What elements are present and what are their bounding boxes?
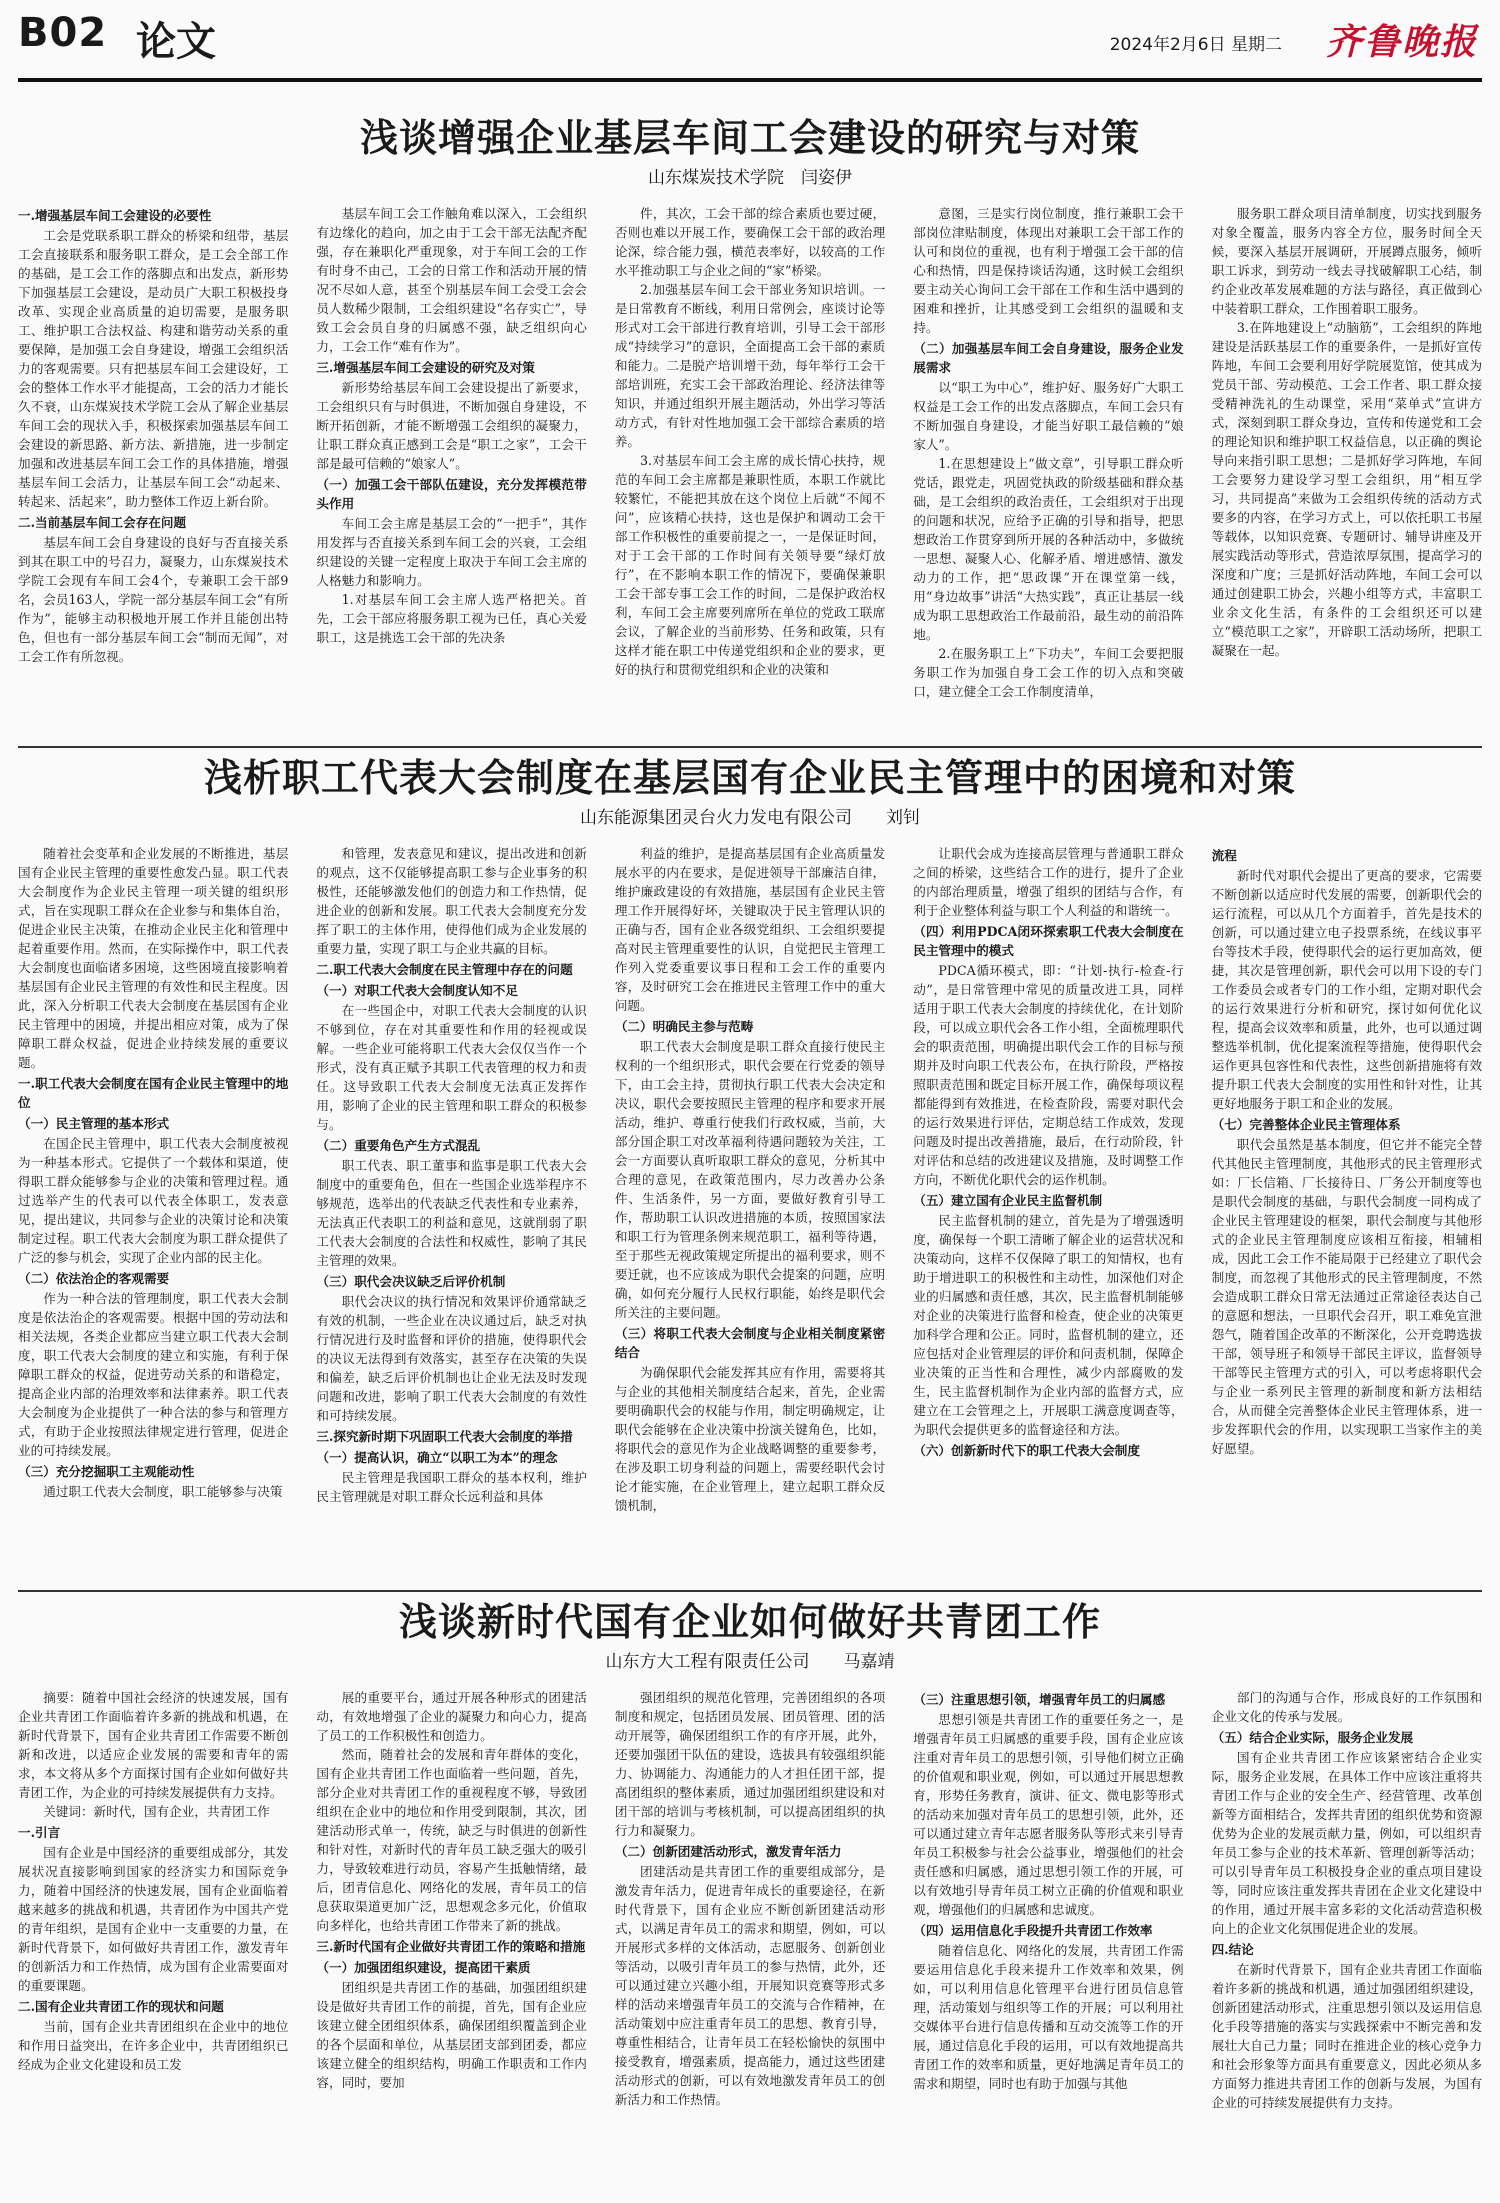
article-body [18, 844, 1482, 1626]
paragraph: 作为一种合法的管理制度，职工代表大会制度是依法治企的客观需要。根据中国的劳动法和相关法规，各类企业都应当建立职工代表大会制度，职工代表大会制度的建立和实施，有利于保障职工群众的权益，促进劳动关系的和谐稳定，提高企业内部的治理效率和法律素养。职工代表大会制度为企业提供了一种合法的参与和管理方式，有助于企业按照法律规定进行管理，促进企业的可持续发展。 [18, 1291, 289, 1458]
subheading: （四）运用信息化手段提升共青团工作效率 [913, 1923, 1153, 1938]
paragraph: 2.加强基层车间工会干部业务知识培训。一是日常教育不断线，利用日常例会，座谈讨论等形式对工会干部进行教育培训，引导工会干部形成“持续学习”的意识，全面提高工会干部的素质和能力。二是脱产培训增干劲，每年举行工会干部培训班，充实工会干部政治理论、经济法律等知识，并通过组织开展主题活动，外出学习等活动方式，有针对性地加强工会干部综合素质的培养。 [614, 282, 886, 449]
subheading: 三.增强基层车间工会建设的研究及对策 [316, 360, 535, 375]
text-column [316, 844, 586, 1626]
subheading: 三.新时代国有企业做好共青团工作的策略和措施 [316, 1939, 586, 1954]
text-column [913, 1688, 1183, 2196]
subheading: （三）充分挖掘职工主观能动性 [18, 1464, 195, 1479]
text-column [615, 1688, 885, 2196]
paragraph: 1.对基层车间工会主席人选严格把关。首先，工会干部应将服务职工视为已任，真心关爱职工，这是挑选工会干部的先决条 [316, 592, 587, 645]
paragraph: 3.对基层车间工会主席的成长情心扶持，规范的车间工会主席都是兼职性质，本职工作就比较繁忙，不能把其放在这个岗位上后就“不闻不问”，应该精心扶持，这也是保护和调动工会干部工作积极性的重要前提之一，一是保证时间，对于工会干部的工作时间有关领导要“绿灯放行”，在不影响本职工作的情况下，要确保兼职工会干部专事工会工作的时间，二是保护政治权利，车间工会主席要列席所在单位的党政工联席会议，了解企业的当前形势、任务和政策，只有这样才能在职工中传递党组织和企业的要求，更好的执行和贯彻党组织和企业的决策和 [614, 453, 886, 677]
subheading: 一.引言 [18, 1825, 61, 1840]
article-body [18, 204, 1482, 736]
paragraph: 团建活动是共青团工作的重要组成部分，是激发青年活力，促进青年成长的重要途径，在新时代背景下，国有企业应不断创新团建活动形式，以满足青年员工的需求和期望，例如，可以开展形式多样的文体活动，志愿服务、创新创业等活动，以吸引青年员工的参与热情，此外，还可以通过建立兴趣小组，开展知识竞赛等形式多样的活动来增强青年员工的交流与合作精神，在活动策划中应注重青年员工的思想、教育引导，尊重性相结合，让青年员工在轻松愉快的氛围中接受教育，增强素质，提高能力，通过这些团建活动形式的创新，可以有效地激发青年员工的创新活力和工作热情。 [614, 1864, 886, 2107]
paragraph: 基层车间工会自身建设的良好与否直接关系到其在职工中的号召力，凝聚力，山东煤炭技术学院工会现有车间工会4个，专兼职工会干部9名，会员163人，学院一部分基层车间工会“有所作为”，能够主动积极地开展工作并且能创出特色，但也有一部分基层车间工会“制而无闻”，对工会工作有所忽视。 [18, 535, 289, 664]
subheading: 流程 [1211, 848, 1237, 863]
text-column [615, 204, 885, 736]
article-byline: 山东煤炭技术学院 闫姿伊 [648, 168, 852, 188]
text-column [18, 204, 288, 736]
subheading: 四.结论 [1211, 1942, 1254, 1957]
paragraph: 意图，三是实行岗位制度，推行兼职工会干部岗位津贴制度，体现出对兼职工会干部工作的认可和岗位的重视，也有利于增强工会干部的信心和热情，四是保持谈话沟通，这时候工会组织要主动关心询问工会干部在工作和生活中遇到的困难和挫折，让其感受到工会组织的温暖和支持。 [913, 206, 1184, 335]
paragraph: 服务职工群众项目清单制度，切实找到服务对象全覆盖，服务内容全方位，服务时间全天候，要深入基层开展调研，开展蹲点服务，倾听职工诉求，到劳动一线去寻找破解职工心结，制约企业改革发展难题的方法与路径，真正做到心中装着职工群众，工作围着职工服务。 [1211, 206, 1483, 316]
text-column [18, 1688, 288, 2196]
article-2 [18, 752, 1482, 1626]
paragraph: 职工代表大会制度是职工群众直接行使民主权利的一个组织形式，职代会要在行党委的领导下，由工会主持，贯彻执行职工代表大会决定和决议，职代会要按照民主管理的程序和要求开展活动，维护、尊重行使我们行政权威，当前，大部分国企职工对改革福利待遇问题较为关注，工会一方面要认真听取职工群众的意见，分析其中合理的意见，在政策范围内，尽力改善办公条件、生活条件，另一方面，要做好教育引导工作，帮助职工认识改进措施的本质，按照国家法和职工行为管理条例来规范职工，福利等待遇，至于那些无视政策规定所提出的福利要求，则不要迁就，也不应该成为职代会提案的问题，应明确，如何充分履行人民权行职能，始终是职代会所关注的主要问题。 [614, 1039, 886, 1320]
paragraph: 部门的沟通与合作，形成良好的工作氛围和企业文化的传承与发展。 [1211, 1690, 1483, 1724]
subheading: （五）建立国有企业民主监督机制 [913, 1193, 1103, 1208]
paragraph: 民主管理是我国职工群众的基本权利，维护民主管理就是对职工群众长远利益和具体 [316, 1470, 587, 1504]
subheading: （一）提高认识，确立“以职工为本”的理念 [316, 1450, 558, 1465]
text-column [18, 844, 288, 1626]
paragraph: 新时代对职代会提出了更高的要求，它需要不断创新以适应时代发展的需要，创新职代会的运行流程，可以从几个方面着手，首先是技术的创新，可以通过建立电子投票系统，在线议事平台等技术手段，使得职代会的运行更加高效，便捷，其次是管理创新，职代会可以用下设的专门工作委员会或者专门的工作小组，定期对职代会的运行效果进行分析和研究，探讨如何优化议程，提高会议效率和质量，此外，也可以通过调整选举机制，优化提案流程等措施，使得职代会运作更具包容性和代表性，这些创新措施将有效提升职工代表大会制度的实用性和针对性，让其更好地服务于职工和企业的发展。 [1211, 868, 1483, 1111]
paragraph: 2.在服务职工上“下功夫”，车间工会要把服务职工作为加强自身工会工作的切入点和突破口，建立健全工会工作制度清单， [913, 646, 1184, 699]
article-title: 浅谈增强企业基层车间工会建设的研究与对策 [359, 115, 1140, 160]
subheading: （二）明确民主参与范畴 [614, 1019, 754, 1034]
section-divider [18, 746, 1482, 748]
paragraph: 车间工会主席是基层工会的“一把手”，其作用发挥与否直接关系到车间工会的兴衰，工会组织建设的关键一定程度上取决于车间工会主席的人格魅力和影响力。 [316, 516, 587, 588]
subheading: （二）创新团建活动形式，激发青年活力 [614, 1844, 842, 1859]
paragraph: 随着社会变革和企业发展的不断推进，基层国有企业民主管理的重要性愈发凸显。职工代表大会制度作为企业民主管理一项关键的组织形式，旨在实现职工群众在企业参与和集体自治，促进企业民主决策，在推动企业民主化和管理中起着重要作用。然而，在实际操作中，职工代表大会制度也面临诸多困境，这些困境直接影响着基层国有企业民主管理的有效性和民主程度。因此，深入分析职工代表大会制度在基层国有企业民主管理中的困境，并提出相应对策，成为了保障职工群众权益，促进企业持续发展的重要议题。 [18, 846, 289, 1070]
subheading: 二.当前基层车间工会存在问题 [18, 515, 187, 530]
paragraph: 然而，随着社会的发展和青年群体的变化，国有企业共青团工作也面临着一些问题，首先，部分企业对共青团工作的重视程度不够，导致团组织在企业中的地位和作用受到限制，其次，团建活动形式单一，传统，缺乏与时俱进的创新性和针对性，对新时代的青年员工缺乏强大的吸引力，导致较难进行动员，容易产生抵触情绪，最后，团青信息化、网络化的发展，青年员工的信息获取渠道更加广泛，思想观念多元化，价值取向多样化，也给共青团工作带来了新的挑战。 [316, 1747, 587, 1933]
text-column [316, 204, 586, 736]
paragraph: 国有企业共青团工作应该紧密结合企业实际，服务企业发展，在具体工作中应该注重将共青团工作与企业的安全生产、经营管理、改革创新等方面相结合，发挥共青团的组织优势和资源优势为企业的发展贡献力量，例如，可以组织青年员工参与企业的技术革新、管理创新等活动；可以引导青年员工积极投身企业的重点项目建设等，同时应该注重发挥共青团在企业文化建设中的作用，通过开展丰富多彩的文化活动营造积极向上的企业文化氛围促进企业的发展。 [1211, 1750, 1483, 1936]
subheading: （一）民主管理的基本形式 [18, 1116, 170, 1131]
text-column [615, 844, 885, 1626]
paragraph: 职代会决议的执行情况和效果评价通常缺乏有效的机制，一些企业在决议通过后，缺乏对执行情况进行及时监督和评价的措施，使得职代会的决议无法得到有效落实，甚至存在决策的失误和偏差，缺乏后评价机制也让企业无法及时发现问题和改进，影响了职工代表大会制度的有效性和可持续发展。 [316, 1294, 587, 1423]
text-column [913, 204, 1183, 736]
paragraph: 在新时代背景下，国有企业共青团工作面临着许多新的挑战和机遇，通过加强团组织建设，创新团建活动形式，注重思想引领以及运用信息化手段等措施的落实与实践探索中不断完善和发展壮大自己力量；同时在推进企业的核心竞争力和社会形象等方面具有重要意义，因此必须从多方面努力推进共青团工作的创新与发展，为国有企业的可持续发展提供有力支持。 [1211, 1962, 1483, 2110]
paragraph: 为确保职代会能发挥其应有作用，需要将其与企业的其他相关制度结合起来，首先，企业需要明确职代会的权能与作用，制定明确规定，让职代会能够在企业决策中扮演关键角色，比如，将职代会的意见作为企业战略调整的重要参考，在涉及职工切身利益的问题上，需要经职代会讨论才能实施，在企业管理上，建立起职工群众反馈机制， [614, 1365, 886, 1513]
section-name: 论文 [136, 18, 216, 65]
article-body [18, 1688, 1482, 2196]
paragraph: 民主监督机制的建立，首先是为了增强透明度，确保每一个职工清晰了解企业的运营状况和决策动向，这样不仅保障了职工的知情权，也有助于增进职工的积极性和主动性，加深他们对企业的归属感和责任感，其次，民主监督机制能够对企业的决策进行监督和检查，使企业的决策更加科学合理和公正。同时，监督机制的建立，还应包括对企业管理层的评价和问责机制，保障企业决策的正当性和合理性，减少内部腐败的发生，民主监督机制作为企业内部的监督方式，应建立在工会管理之上，开展职工满意度调查等，为职代会提供更多的监督途径和方法。 [913, 1213, 1184, 1437]
paragraph: 件，其次，工会干部的综合素质也要过硬，否则也难以开展工作，要确保工会干部的政治理论深，综合能力强，横范表率好，以较高的工作水平推动职工与企业之间的“家”桥梁。 [614, 206, 886, 278]
paragraph: 工会是党联系职工群众的桥梁和纽带，基层工会直接联系和服务职工群众，是工会全部工作的基础，是工会工作的落脚点和出发点，新形势下加强基层工会建设，是动员广大职工积极投身改革、实现企业高质量的迫切需要，是服务职工、维护职工合法权益、构建和谐劳动关系的重要保障，是加强工会自身建设，增强工会组织活力的客观需要。只有把基层车间工会建设好，工会的整体工作水平才能提高，工会的活力才能长久不衰，山东煤炭技术学院工会从了解企业基层车间工会的现状入手，积极探索加强基层车间工会建设的新思路、新方法、新措施，进一步制定加强和改进基层车间工会工作的具体措施，增强基层车间工会活力，让基层车间工会“动起来、转起来、活起来”，助力整体工作迈上新台阶。 [18, 228, 289, 509]
text-column [1212, 1688, 1482, 2196]
subheading: 三.探究新时期下巩固职工代表大会制度的举措 [316, 1429, 573, 1444]
subheading: （五）结合企业实际，服务企业发展 [1211, 1730, 1414, 1745]
paragraph: 强团组织的规范化管理，完善团组织的各项制度和规定，包括团员发展、团员管理、团的活动开展等，确保团组织工作的有序开展，此外，还要加强团干队伍的建设，选拔具有较强组织能力、协调能力、沟通能力的人才担任团干部，提高团组织的整体素质，通过加强团组织建设和对团干部的培训与考核机制，可以提高团组织的执行力和凝聚力。 [614, 1690, 886, 1838]
section-divider [18, 1590, 1482, 1592]
paragraph: 随着信息化、网络化的发展，共青团工作需要运用信息化手段来提升工作效率和效果，例如，可以利用信息化管理平台进行团员信息管理，活动策划与组织等工作的开展；可以利用社交媒体平台进行信息传播和互动交流等工作的开展，通过信息化手段的运用，可以有效地提高共青团工作的效率和质量，更好地满足青年员工的需求和期望，同时也有助于加强与其他 [913, 1943, 1184, 2091]
article-3 [18, 1596, 1482, 2196]
subheading: （六）创新新时代下的职工代表大会制度 [913, 1443, 1140, 1458]
paragraph: 基层车间工会工作触角难以深入，工会组织有边缘化的趋向，加之由于工会干部无法配齐配强，存在兼职化严重现象，对于车间工会的工作有时身不由己，工会的日常工作和活动开展的情况不尽如人意，甚至个别基层车间工会受工会会员人数稀少限制，工会组织建设“名存实亡”，导致工会会员自身的归属感不强，缺乏组织向心力，工会工作“难有作为”。 [316, 206, 587, 354]
subheading: 一.职工代表大会制度在国有企业民主管理中的地位 [18, 1076, 289, 1110]
article-byline: 山东方大工程有限责任公司 马嘉靖 [605, 1652, 895, 1672]
article-1 [18, 112, 1482, 736]
subheading: （一）对职工代表大会制度认知不足 [316, 983, 518, 998]
article-title: 浅谈新时代国有企业如何做好共青团工作 [398, 1599, 1101, 1644]
paragraph: 以“职工为中心”，维护好、服务好广大职工权益是工会工作的出发点落脚点，车间工会只有不断加强自身建设，才能当好职工最信赖的“娘家人”。 [913, 380, 1184, 452]
paragraph: 新形势给基层车间工会建设提出了新要求，工会组织只有与时俱进，不断加强自身建设，不断开拓创新，才能不断增强工会组织的凝聚力，让职工群众真正感到工会是“职工之家”，工会干部是最可信赖的“娘家人”。 [316, 380, 587, 471]
subheading: （一）加强工会干部队伍建设，充分发挥模范带头作用 [316, 477, 587, 511]
issue-date: 2024年2月6日 星期二 [1109, 35, 1282, 55]
text-column [913, 844, 1183, 1626]
paragraph: 通过职工代表大会制度，职工能够参与决策 [43, 1484, 283, 1499]
paragraph: 职代会虽然是基本制度，但它并不能完全替代其他民主管理制度，其他形式的民主管理形式如：厂长信箱、厂长接待日、厂务公开制度等也是职代会制度的基础，与职代会制度一同构成了企业民主管理建设的框架，职代会制度与其他形式的企业民主管理制度应该相互衔接，相辅相成，因此工会工作不能局限于已经建立了职代会制度，而忽视了其他形式的民主管理制度，不然会造成职工群众日常无法通过正常途径表达自己的意愿和想法，一旦职代会召开，职工难免宣泄怨气，随着国企改革的不断深化，公开竞聘选拔干部，领导班子和领导干部民主评议，监督领导干部等民主管理方式的引入，可以考虑将职代会与企业一系列民主管理的新制度和新方法相结合，从而健全完善整体企业民主管理体系，进一步发挥职代会的作用，以实现职工当家作主的美好愿望。 [1211, 1137, 1483, 1456]
masthead [18, 0, 1482, 82]
subheading: 一.增强基层车间工会建设的必要性 [18, 208, 212, 223]
paragraph: PDCA循环模式，即：“计划-执行-检查-行动”，是日常管理中常见的质量改进工具，同样适用于职工代表大会制度的持续优化，在计划阶段，可以成立职代会各工作小组，全面梳理职代会的职责范围，明确提出职代会工作的目标与预期并及时向职工代表公布，在执行阶段，严格按照职责范围和既定目标开展工作，确保每项议程都能得到有效推进，在检查阶段，需要对职代会的运行效果进行评估，定期总结工作成效，发现问题及时提出改善措施，最后，在行动阶段，针对评估和总结的改进建议及措施，及时调整工作方向，不断优化职代会的运作机制。 [913, 963, 1184, 1187]
subheading: （三）职代会决议缺乏后评价机制 [316, 1274, 506, 1289]
newspaper-logo: 齐鲁晚报 [1325, 21, 1478, 63]
paragraph: 职工代表、职工董事和监事是职工代表大会制度中的重要角色，但在一些国企业选举程序不够规范，选举出的代表缺乏代表性和专业素养，无法真正代表职工的利益和意见，这就削弱了职工代表大会制度的合法性和权威性，影响了其民主管理的效果。 [316, 1158, 587, 1268]
subheading: 二.国有企业共青团工作的现状和问题 [18, 1999, 224, 2014]
subheading: （三）将职工代表大会制度与企业相关制度紧密结合 [614, 1326, 886, 1360]
paragraph: 让职代会成为连接高层管理与普通职工群众之间的桥梁，这些结合工作的进行，提升了企业的内部治理质量，增强了组织的团结与合作，有利于企业整体利益与职工个人利益的和谐统一。 [913, 846, 1184, 918]
paragraph: 国有企业是中国经济的重要组成部分，其发展状况直接影响到国家的经济实力和国际竞争力，随着中国经济的快速发展，国有企业面临着越来越多的挑战和机遇，共青团作为中国共产党的青年组织，是国有企业中一支重要的力量，在新时代背景下，如何做好共青团工作，激发青年的创新活力和工作热情，成为国有企业需要面对的重要课题。 [18, 1845, 289, 1993]
paragraph: 关键词：新时代，国有企业，共青团工作 [43, 1804, 270, 1819]
subheading: （七）完善整体企业民主管理体系 [1211, 1117, 1401, 1132]
paragraph: 利益的维护，是提高基层国有企业高质量发展水平的内在要求，是促进领导干部廉洁自律，维护廉政建设的有效措施，基层国有企业民主管理工作开展得好坏，关键取决于民主管理认识的正确与否，国有企业各级党组织、工会组织要提高对民主管理重要性的认识，自觉把民主管理工作列入党委重要议事日程和工会工作的重要内容，及时研究工会在推进民主管理工作中的重大问题。 [614, 846, 886, 1013]
paragraph: 1.在思想建设上“做文章”，引导职工群众听党话，跟党走，巩固党执政的阶级基础和群众基础，是工会组织的政治责任，工会组织对于出现的问题和状况，应给予正确的引导和指导，把思想政治工作贯穿到所开展的各种活动中，多做统一思想、凝聚人心、化解矛盾、增进感情、激发动力的工作，把“思政课”开在课堂第一线，用“身边故事”讲活“大热实践”，真正让基层一线成为职工思想政治工作最前沿，最生动的前沿阵地。 [913, 456, 1184, 642]
subheading: （一）加强团组织建设，提高团干素质 [316, 1960, 531, 1975]
article-title: 浅析职工代表大会制度在基层国有企业民主管理中的困境和对策 [203, 755, 1296, 800]
paragraph: 摘要：随着中国社会经济的快速发展，国有企业共青团工作面临着许多新的挑战和机遇，在新时代背景下，国有企业共青团工作需要不断创新和改进，以适应企业发展的需要和青年的需求，本文将从多个方面探讨国有企业如何做好共青团工作，为企业的可持续发展提供有力支持。 [18, 1690, 289, 1800]
paragraph: 在一些国企中，对职工代表大会制度的认识不够到位，存在对其重要性和作用的轻视或误解。一些企业可能将职工代表大会仅仅当作一个形式，没有真正赋予其职工代表管理的权力和责任。这导致职工代表大会制度无法真正发挥作用，影响了企业的民主管理和职工群众的积极参与。 [316, 1003, 587, 1132]
article-byline: 山东能源集团灵台火力发电有限公司 刘钊 [580, 808, 920, 828]
text-column [1212, 204, 1482, 736]
paragraph: 思想引领是共青团工作的重要任务之一，是增强青年员工归属感的重要手段，国有企业应该注重对青年员工的思想引领，引导他们树立正确的价值观和职业观，例如，可以通过开展思想教育，形势任务教育，演讲、征文、微电影等形式的活动来加强对青年员工的思想引领，此外，还可以通过建立青年志愿者服务队等形式来引导青年员工积极参与社会公益事业，增强他们的社会责任感和归属感，通过思想引领工作的开展，可以有效地引导青年员工树立正确的价值观和职业观，增强他们的归属感和忠诚度。 [913, 1712, 1184, 1917]
paragraph: 展的重要平台，通过开展各种形式的团建活动，有效地增强了企业的凝聚力和向心力，提高了员工的工作积极性和创造力。 [316, 1690, 587, 1743]
paragraph: 团组织是共青团工作的基础，加强团组织建设是做好共青团工作的前提，首先，国有企业应该建立健全团组织体系，确保团组织覆盖到企业的各个层面和单位，从基层团支部到团委，都应该建立健全的组织结构，明确工作职责和工作内容，同时，要加 [316, 1980, 587, 2090]
paragraph: 在国企民主管理中，职工代表大会制度被视为一种基本形式。它提供了一个载体和渠道，使得职工群众能够参与企业的决策和管理过程。通过选举产生的代表可以代表全体职工，发表意见，提出建议，共同参与企业的决策讨论和决策制定过程。职工代表大会制度为职工群众提供了广泛的参与机会，实现了企业内部的民主化。 [18, 1136, 289, 1265]
subheading: （三）注重思想引领，增强青年员工的归属感 [913, 1692, 1166, 1707]
text-column [1212, 844, 1482, 1626]
paragraph: 当前，国有企业共青团组织在企业中的地位和作用日益突出，在许多企业中，共青团组织已经成为企业文化建设和员工发 [18, 2019, 289, 2072]
subheading: 二.职工代表大会制度在民主管理中存在的问题 [316, 962, 573, 977]
subheading: （四）利用PDCA闭环探索职工代表大会制度在民主管理中的模式 [913, 924, 1184, 958]
subheading: （二）重要角色产生方式混乱 [316, 1138, 481, 1153]
paragraph: 3.在阵地建设上“动脑筋”，工会组织的阵地建设是活跃基层工作的重要条件，一是抓好宣传阵地，车间工会要利用好学院展览馆，使其成为党员干部、劳动模范、工会工作者、职工群众接受精神洗礼的生动课堂，采用“菜单式”宣讲方式，深刻到职工群众身边，宣传和传递党和工会的理论知识和维护职工权益信息，以正确的舆论导向来指引职工思想；二是抓好学习阵地，车间工会要努力建设学习型工会组织，用“相互学习，共同提高”来做为工会组织传统的活动方式要多的内容，在学习方式上，可以依托职工书屋等载体，以知识竞赛、专题研讨、辅导讲座及开展实践活动等形式，营造浓厚氛围，提高学习的深度和广度；三是抓好活动阵地，车间工会可以通过创建职工协会，兴趣小组等方式，丰富职工业余文化生活，有条件的工会组织还可以建立“模范职工之家”，开辟职工活动场所，把职工凝聚在一起。 [1211, 320, 1483, 658]
text-column [316, 1688, 586, 2196]
subheading: （二）加强基层车间工会自身建设，服务企业发展需求 [913, 341, 1184, 375]
subheading: （二）依法治企的客观需要 [18, 1271, 170, 1286]
paragraph: 和管理，发表意见和建议，提出改进和创新的观点，这不仅能够提高职工参与企业事务的积极性，还能够激发他们的创造力和工作热情，促进企业的创新和发展。职工代表大会制度充分发挥了职工的主体作用，使得他们成为企业发展的重要力量，实现了职工与企业共赢的目标。 [316, 846, 587, 956]
page-number: B02 [18, 10, 108, 56]
